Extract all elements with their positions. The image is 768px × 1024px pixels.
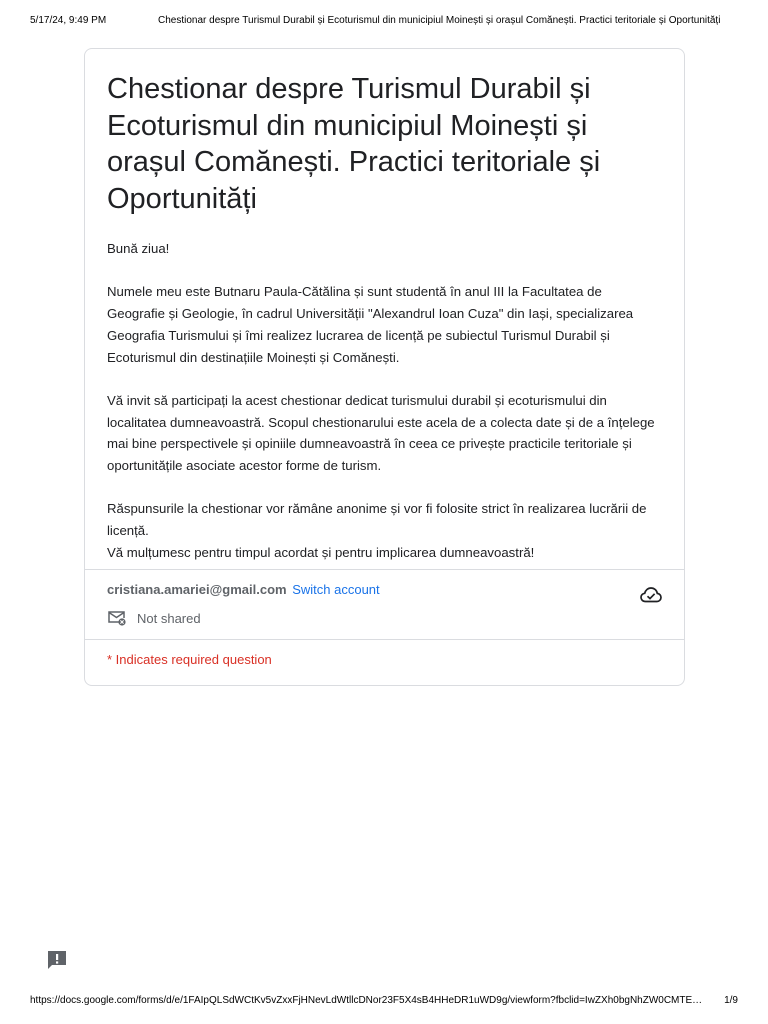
cloud-saved-icon — [639, 583, 663, 605]
form-title: Chestionar despre Turismul Durabil și Ecoturismul din municipiul Moinești și orașul Comănești. Practici teritoriale și Oportunități — [107, 73, 601, 215]
print-page-number: 1/9 — [724, 995, 738, 1006]
switch-account-link[interactable]: Switch account — [292, 582, 380, 597]
description-intro: Numele meu este Butnaru Paula-Cătălina și sunt studentă în anul III la Facultatea de Geografie și Geologie, în cadrul Universității "Alexandrul Ioan Cuza" din Iași, specializarea Geografia Turismului și îmi realizez lucrarea de licență pe subiectul Turismul Durabil și Ecoturismul din destinațiile Moinești și Comănești. — [107, 284, 634, 365]
description-thanks: Vă mulțumesc pentru timpul acordat și pentru implicarea dumneavoastră! — [107, 544, 535, 560]
form-description — [107, 238, 662, 564]
divider — [85, 639, 684, 640]
description-closing — [107, 498, 662, 563]
print-document-title: Chestionar despre Turismul Durabil și Ecoturismul din municipiul Moinești și orașul Comănești. Practici teritoriale și Oportunități — [158, 15, 721, 26]
account-row — [107, 582, 380, 597]
shared-status-row — [107, 608, 201, 628]
shared-status-text: Not shared — [137, 610, 201, 626]
print-datetime: 5/17/24, 9:49 PM — [30, 15, 107, 26]
report-feedback-icon[interactable] — [46, 949, 68, 971]
description-invitation: Vă invit să participați la acest chestionar dedicat turismului durabil și ecoturismului din localitatea dumneavoastră. Scopul chestionarului este acela de a colecta date și de a înțelege mai bine perspectivele și opiniile dumneavoastră în ceea ce privește practicile teritoriale și oportunitățile asociate acestor forme de turism. — [107, 392, 655, 473]
form-header-card — [84, 48, 685, 686]
print-header — [30, 15, 738, 26]
print-footer — [30, 995, 738, 1006]
mail-not-shared-icon — [107, 609, 127, 627]
account-email: cristiana.amariei@gmail.com — [107, 582, 287, 597]
description-anonymity: Răspunsurile la chestionar vor rămâne anonime și vor fi folosite strict în realizarea lucrării de licență. — [107, 501, 647, 539]
divider — [85, 569, 684, 570]
print-url: https://docs.google.com/forms/d/e/1FAIpQLSdWCtKv5vZxxFjHNevLdWtllcDNor23F5X4sB4HHeDR1uWD9g/viewform?fbclid=IwZXh0bgNhZW0CMTE… — [30, 995, 703, 1006]
required-question-note: * Indicates required question — [107, 652, 272, 667]
description-greeting: Bună ziua! — [107, 241, 170, 256]
